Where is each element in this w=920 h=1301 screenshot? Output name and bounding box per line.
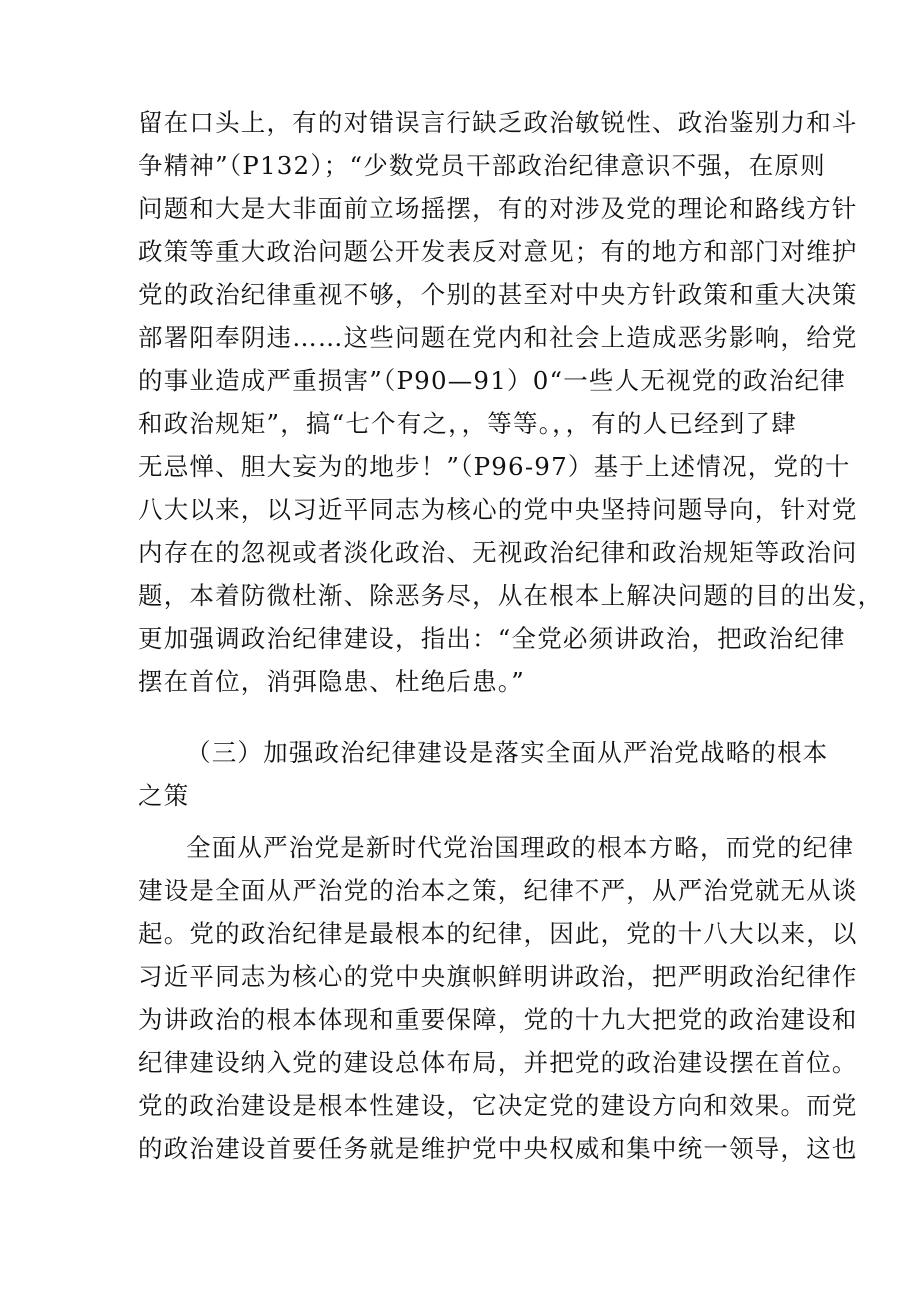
body-paragraph-1 [138,101,884,703]
paragraph-line: 摆在首位，消弭隐患、杜绝后患。” [138,667,525,696]
paragraph-line: 内存在的忽视或者淡化政治、无视政治纪律和政治规矩等政治问 [138,538,858,567]
paragraph-line: 部署阳奉阴违……这些问题在党内和社会上造成恶劣影响，给党 [138,323,858,352]
paragraph-line: 纪律建设纳入党的建设总体布局，并把党的政治建设摆在首位。 [138,1048,858,1077]
body-paragraph-2 [138,826,858,1170]
section-heading-3 [138,731,829,817]
paragraph-line: 问题和大是大非面前立场摇摆，有的对涉及党的理论和路线方针 [138,194,858,223]
paragraph-line: 留在口头上，有的对错误言行缺乏政治敏锐性、政治鉴别力和斗 [138,108,858,137]
paragraph-line: 党的政治建设是根本性建设，它决定党的建设方向和效果。而党 [138,1091,858,1120]
paragraph-line: 争精神”（P132）；“少数党员干部政治纪律意识不强，在原则 [138,151,826,180]
paragraph-line: 习近平同志为核心的党中央旗帜鲜明讲政治，把严明政治纪律作 [138,962,858,991]
paragraph-line: 起。党的政治纪律是最根本的纪律，因此，党的十八大以来，以 [138,919,858,948]
heading-line: 之策 [138,781,190,810]
paragraph-line: 无忌惮、胆大妄为的地步！”（P96-97）基于上述情况，党的十 [138,452,851,481]
heading-line: （三）加强政治纪律建设是落实全面从严治党战略的根本 [186,738,829,767]
paragraph-line: 更加强调政治纪律建设，指出：“全党必须讲政治，把政治纪律 [138,624,846,653]
paragraph-line: 政策等重大政治问题公开发表反对意见；有的地方和部门对维护 [138,237,858,266]
paragraph-line: 和政治规矩”，搞“七个有之，，等等。，，有的人已经到了肆 [138,409,797,438]
paragraph-line: 的事业造成严重损害”（P90—91）0“一些人无视党的政治纪律 [138,366,846,395]
paragraph-line: 建设是全面从严治党的治本之策，纪律不严，从严治党就无从谈 [138,876,858,905]
paragraph-line: 全面从严治党是新时代党治国理政的根本方略，而党的纪律 [186,833,855,862]
paragraph-line: 的政治建设首要任务就是维护党中央权威和集中统一领导，这也 [138,1134,858,1163]
paragraph-line: 党的政治纪律重视不够，个别的甚至对中央方针政策和重大决策 [138,280,858,309]
paragraph-line: 为讲政治的根本体现和重要保障，党的十九大把党的政治建设和 [138,1005,858,1034]
paragraph-line: 题，本着防微杜渐、除恶务尽，从在根本上解决问题的目的出发， [138,581,884,610]
paragraph-line: 八大以来，以习近平同志为核心的党中央坚持问题导向，针对党 [138,495,858,524]
